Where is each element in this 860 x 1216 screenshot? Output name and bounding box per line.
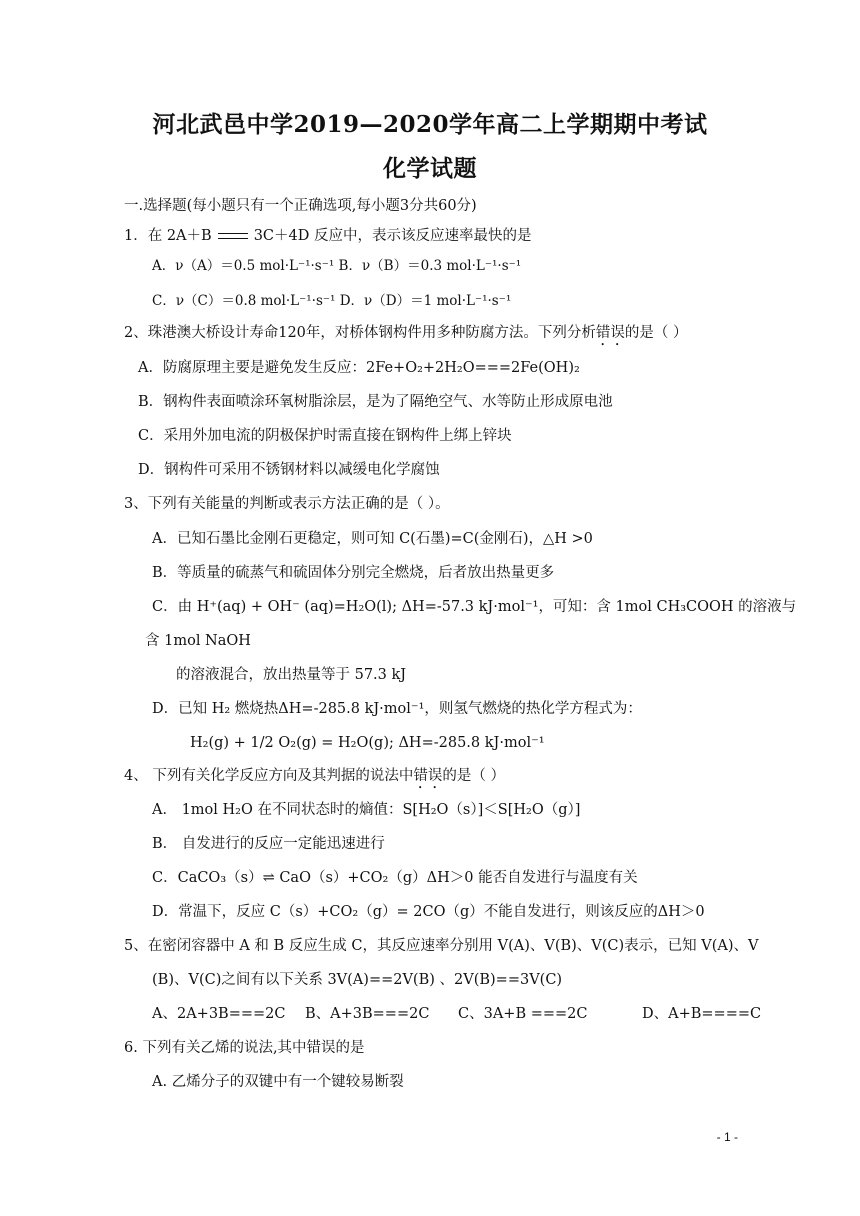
question-2-emphasis: 错误	[595, 325, 625, 341]
question-2-option-a: A．防腐原理主要是避免发生反应：2Fe+O₂+2H₂O===2Fe(OH)₂	[138, 360, 580, 376]
question-2-stem	[124, 323, 688, 349]
question-1-options-ab: A．ν（A）＝0.5 mol·L⁻¹·s⁻¹ B．ν（B）＝0.3 mol·L⁻¹·s⁻¹	[152, 258, 522, 274]
question-1-stem-part1: 1．在 2A＋B	[124, 228, 212, 244]
question-4-stem-part2: 的是（ ）	[442, 768, 505, 784]
question-2-stem-part2: 的是（ ）	[624, 325, 688, 341]
question-2-option-b: B．钢构件表面喷涂环氧树脂涂层，是为了隔绝空气、水等防止形成原电池	[138, 394, 613, 410]
question-2-option-d: D．钢构件可采用不锈钢材料以减缓电化学腐蚀	[138, 462, 440, 478]
question-4-option-b: B． 自发进行的反应一定能迅速进行	[152, 836, 385, 852]
question-1-stem	[124, 226, 531, 246]
question-3-option-a: A．已知石墨比金刚石更稳定，则可知 C(石墨)=C(金刚石)，△H >0	[152, 531, 593, 547]
question-3-option-d-line1: D．已知 H₂ 燃烧热ΔH=-285.8 kJ·mol⁻¹，则氢气燃烧的热化学方程式为：	[152, 701, 642, 717]
reversible-arrow-icon	[218, 231, 248, 241]
question-5-option-a: A、2A+3B===2C	[152, 1006, 286, 1022]
question-5-option-d: D、A+B====C	[642, 1006, 762, 1022]
question-5-option-c: C、3A+B ===2C	[458, 1006, 588, 1022]
question-3-stem: 3、下列有关能量的判断或表示方法正确的是（ ）。	[124, 496, 450, 512]
question-4-option-c: C．CaCO₃（s）⇌ CaO（s）+CO₂（g）ΔH＞0 能否自发进行与温度有关	[152, 870, 638, 886]
question-2-option-c: C．采用外加电流的阴极保护时需直接在钢构件上绑上锌块	[138, 428, 512, 444]
question-6-stem: 6. 下列有关乙烯的说法,其中错误的是	[124, 1040, 365, 1056]
question-1-stem-part2: 3C＋4D 反应中，表示该反应速率最快的是	[253, 228, 532, 244]
question-3-option-b: B．等质量的硫蒸气和硫固体分别完全燃烧，后者放出热量更多	[152, 565, 555, 581]
question-4-option-a: A． 1mol H₂O 在不同状态时的熵值：S[H₂O（s）]＜S[H₂O（g）]	[152, 802, 581, 818]
question-1-options-cd: C．ν（C）＝0.8 mol·L⁻¹·s⁻¹ D．ν（D）＝1 mol·L⁻¹·s⁻¹	[152, 293, 512, 309]
question-3-option-c-line3: 的溶液混合，放出热量等于 57.3 kJ	[176, 667, 407, 683]
question-6-option-a: A. 乙烯分子的双键中有一个键较易断裂	[152, 1074, 404, 1090]
page-number: - 1 -	[716, 1130, 738, 1144]
exam-subject-title: 化学试题	[383, 155, 477, 182]
question-3-option-c-line1: C．由 H⁺(aq) + OH⁻ (aq)=H₂O(l); ΔH=-57.3 kJ·mol⁻¹，可知：含 1mol CH₃COOH 的溶液与	[152, 599, 797, 615]
question-5-option-b: B、A+3B===2C	[305, 1006, 430, 1022]
exam-title: 河北武邑中学2019—2020学年高二上学期期中考试	[152, 111, 708, 138]
question-4-option-d: D．常温下，反应 C（s）+CO₂（g）= 2CO（g）不能自发进行，则该反应的ΔH＞0	[152, 904, 705, 920]
question-4-stem	[124, 766, 505, 792]
question-4-stem-part1: 4、 下列有关化学反应方向及其判据的说法中	[124, 768, 414, 784]
section-heading: 一.选择题(每小题只有一个正确选项,每小题3分共60分)	[124, 198, 477, 214]
question-2-stem-part1: 2、珠港澳大桥设计寿命120年，对桥体钢构件用多种防腐方法。下列分析	[124, 325, 596, 341]
question-5-stem-line2: (B)、V(C)之间有以下关系 3V(A)==2V(B) 、2V(B)==3V(C)	[152, 972, 563, 988]
question-3-option-c-line2: 含 1mol NaOH	[145, 633, 251, 649]
question-3-option-d-equation: H₂(g) + 1/2 O₂(g) = H₂O(g); ΔH=-285.8 kJ·mol⁻¹	[190, 735, 545, 751]
question-5-stem-line1: 5、在密闭容器中 A 和 B 反应生成 C，其反应速率分别用 V(A)、V(B)、V(C)表示，已知 V(A)、V	[124, 938, 759, 954]
question-4-emphasis: 错误	[413, 768, 443, 784]
